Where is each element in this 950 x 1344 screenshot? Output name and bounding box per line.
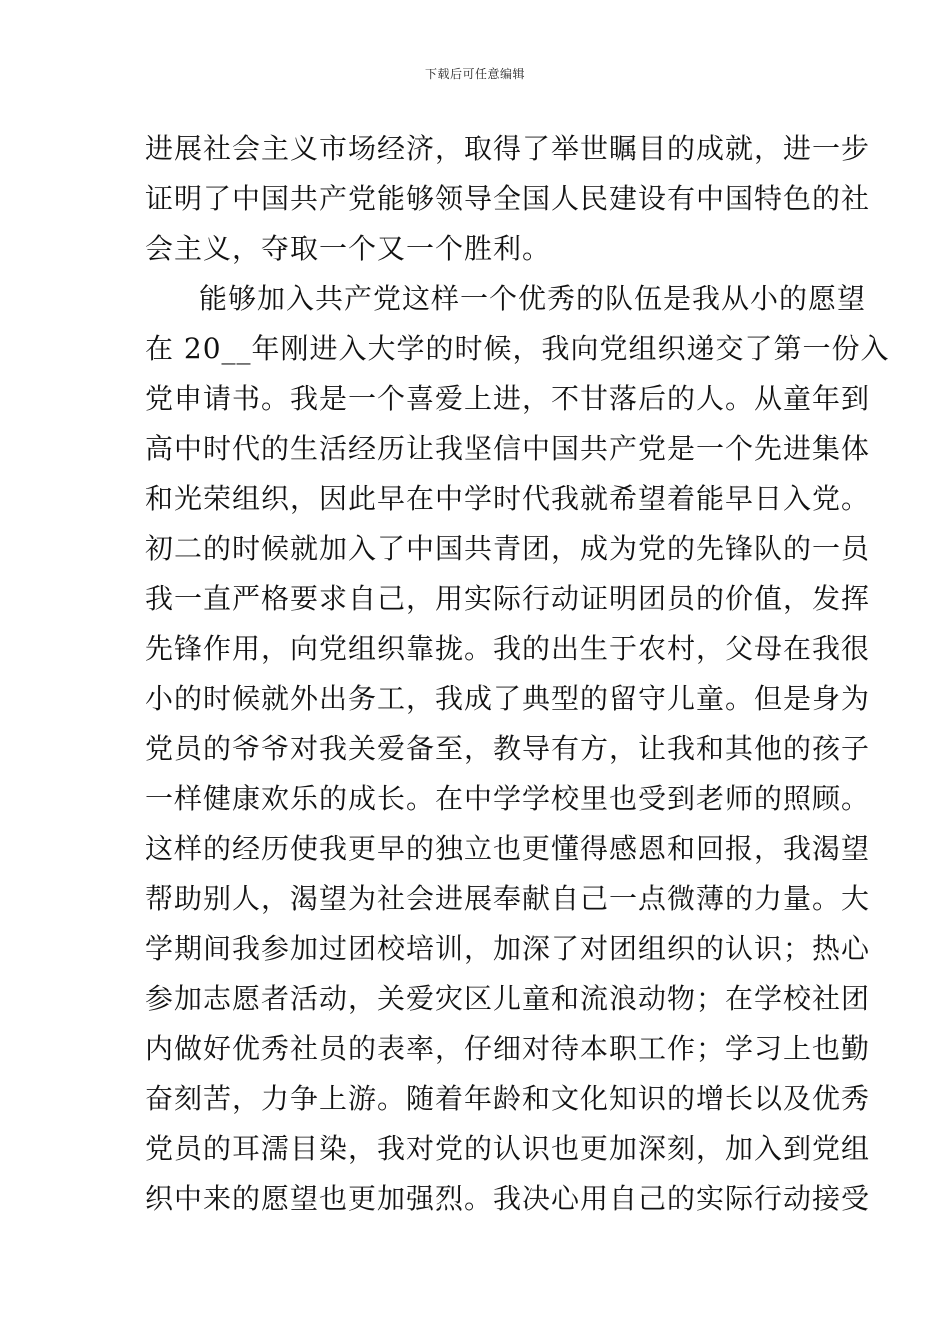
text-line: 织中来的愿望也更加强烈。我决心用自己的实际行动接受 (145, 1182, 871, 1215)
text-line: 和光荣组织，因此早在中学时代我就希望着能早日入党。 (145, 482, 871, 515)
text-line: 一样健康欢乐的成长。在中学学校里也受到老师的照顾。 (145, 782, 871, 815)
text-line: 帮助别人，渴望为社会进展奉献自己一点微薄的力量。大 (145, 882, 871, 915)
text-line: 能够加入共产党这样一个优秀的队伍是我从小的愿望 (199, 282, 867, 315)
text-line: 先锋作用，向党组织靠拢。我的出生于农村，父母在我很 (145, 632, 871, 665)
text-line: 学期间我参加过团校培训，加深了对团组织的认识；热心 (145, 932, 871, 965)
text-line: 奋刻苦，力争上游。随着年龄和文化知识的增长以及优秀 (145, 1082, 871, 1115)
text-line: 党申请书。我是一个喜爱上进，不甘落后的人。从童年到 (145, 382, 871, 415)
text-line: 在 20__年刚进入大学的时候，我向党组织递交了第一份入 (145, 332, 890, 365)
text-line: 高中时代的生活经历让我坚信中国共产党是一个先进集体 (145, 432, 871, 465)
text-line: 参加志愿者活动，关爱灾区儿童和流浪动物；在学校社团 (145, 982, 871, 1015)
text-line: 党员的爷爷对我关爱备至，教导有方，让我和其他的孩子 (145, 732, 871, 765)
text-line: 小的时候就外出务工，我成了典型的留守儿童。但是身为 (145, 682, 871, 715)
page-header: 下载后可任意编辑 (424, 67, 525, 81)
text-line: 内做好优秀社员的表率，仔细对待本职工作；学习上也勤 (145, 1032, 871, 1065)
text-line: 党员的耳濡目染，我对党的认识也更加深刻，加入到党组 (145, 1132, 871, 1165)
text-line: 这样的经历使我更早的独立也更懂得感恩和回报，我渴望 (145, 832, 871, 865)
text-line: 我一直严格要求自己，用实际行动证明团员的价值，发挥 (145, 582, 871, 615)
text-line: 初二的时候就加入了中国共青团，成为党的先锋队的一员 (145, 532, 871, 565)
document-body (145, 124, 890, 1224)
text-line: 会主义，夺取一个又一个胜利。 (145, 232, 552, 265)
text-line: 进展社会主义市场经济，取得了举世瞩目的成就，进一步 (145, 132, 871, 165)
text-line: 证明了中国共产党能够领导全国人民建设有中国特色的社 (145, 182, 871, 215)
